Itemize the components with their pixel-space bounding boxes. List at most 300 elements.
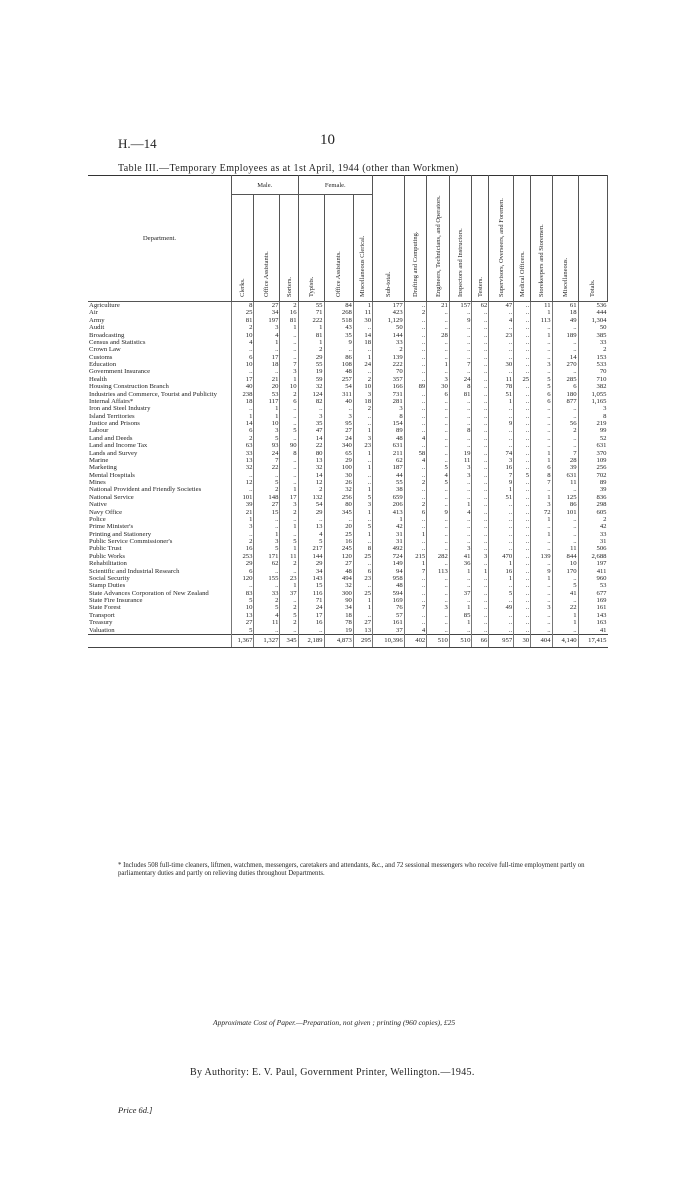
table-cell: .. [280, 516, 298, 523]
table-cell: 1 [531, 332, 552, 339]
table-cell: 101 [552, 509, 578, 516]
table-cell: 35 [324, 332, 353, 339]
table-cell: 16 [489, 464, 514, 471]
table-cell: 132 [298, 494, 324, 501]
table-cell: 9 [427, 509, 450, 516]
table-cell: .. [427, 523, 450, 530]
total-cell: 2,189 [298, 634, 324, 647]
table-cell: .. [514, 590, 531, 597]
table-cell: .. [514, 553, 531, 560]
table-cell: 34 [324, 604, 353, 611]
department-name: Internal Affairs* [89, 397, 134, 405]
header-medical: Medical Officers. [514, 176, 531, 302]
table-cell: .. [472, 361, 489, 368]
table-cell: 5 [353, 523, 372, 530]
table-cell: 3 [472, 553, 489, 560]
table-cell: 2 [231, 324, 254, 331]
table-cell: 7 [552, 450, 578, 457]
table-cell: 42 [373, 523, 405, 530]
table-cell: .. [324, 405, 353, 412]
table-cell: .. [449, 523, 472, 530]
table-cell: 6 [552, 383, 578, 390]
table-cell: 3 [353, 391, 372, 398]
table-cell: 55 [373, 479, 405, 486]
table-cell: 171 [254, 553, 280, 560]
table-cell: .. [514, 368, 531, 375]
table-cell: 27 [231, 619, 254, 626]
table-cell: .. [231, 368, 254, 375]
table-cell: 13 [298, 523, 324, 530]
table-cell: .. [514, 575, 531, 582]
table-cell: .. [531, 590, 552, 597]
table-cell: .. [489, 545, 514, 552]
table-cell: 1 [280, 486, 298, 493]
table-cell: 28 [552, 457, 578, 464]
department-name: Prime Minister's [89, 523, 134, 531]
table-cell: .. [472, 494, 489, 501]
table-cell: 6 [231, 427, 254, 434]
table-cell: 2 [280, 619, 298, 626]
document-code: H.—14 [118, 136, 157, 151]
table-cell: 270 [552, 361, 578, 368]
table-cell: .. [514, 619, 531, 626]
table-cell: 81 [298, 332, 324, 339]
table-cell: .. [472, 545, 489, 552]
table-cell: 27 [324, 560, 353, 567]
table-cell: 4 [231, 339, 254, 346]
table-cell: 113 [531, 317, 552, 324]
table-cell: 1 [353, 509, 372, 516]
table-cell: 31 [373, 538, 405, 545]
table-cell: 6 [531, 391, 552, 398]
table-cell: 340 [324, 442, 353, 449]
table-cell: .. [531, 523, 552, 530]
table-cell: 187 [373, 464, 405, 471]
table-cell: 40 [231, 383, 254, 390]
table-cell: .. [254, 627, 280, 635]
printer-authority: By Authority: E. V. Paul, Government Printer, Wellington.—1945. [190, 1067, 475, 1078]
table-row [88, 317, 608, 324]
table-cell: .. [472, 516, 489, 523]
header-sorters: Sorters. [280, 195, 298, 302]
table-cell: .. [552, 435, 578, 442]
table-cell: .. [404, 612, 427, 619]
table-cell: .. [531, 560, 552, 567]
table-cell: 25 [353, 553, 372, 560]
department-name: State Fire Insurance [89, 597, 143, 604]
table-cell: .. [427, 575, 450, 582]
table-cell: .. [449, 339, 472, 346]
table-cell: 161 [578, 604, 607, 611]
table-cell: 1 [531, 457, 552, 464]
table-cell: .. [472, 398, 489, 405]
table-cell: .. [449, 309, 472, 316]
table-cell: 282 [427, 553, 450, 560]
table-cell: .. [280, 627, 298, 635]
table-cell: .. [514, 420, 531, 427]
table-cell: .. [472, 509, 489, 516]
table-cell: .. [489, 324, 514, 331]
table-cell: 3 [427, 604, 450, 611]
table-cell: 109 [578, 457, 607, 464]
table-cell: 10 [231, 604, 254, 611]
table-cell: 143 [578, 612, 607, 619]
table-cell: 2 [280, 509, 298, 516]
table-cell: 80 [324, 501, 353, 508]
total-cell: 1,327 [254, 634, 280, 647]
table-cell: 37 [449, 590, 472, 597]
table-cell: .. [514, 442, 531, 449]
table-cell: 506 [578, 545, 607, 552]
table-cell: .. [472, 612, 489, 619]
table-cell: .. [449, 597, 472, 604]
table-cell: 54 [298, 501, 324, 508]
total-cell: 957 [489, 634, 514, 647]
table-cell: .. [472, 309, 489, 316]
table-cell: .. [404, 472, 427, 479]
header-clerks: Clerks. [231, 195, 254, 302]
table-cell: 1 [531, 309, 552, 316]
table-cell: .. [427, 427, 450, 434]
table-cell: 24 [254, 450, 280, 457]
table-cell: .. [531, 420, 552, 427]
table-cell: 2 [552, 427, 578, 434]
table-row [88, 568, 608, 575]
table-cell: 29 [298, 354, 324, 361]
table-cell: 24 [353, 361, 372, 368]
table-row [88, 494, 608, 501]
table-cell: 536 [578, 302, 607, 310]
table-cell: 120 [324, 553, 353, 560]
table-cell: .. [472, 339, 489, 346]
table-cell: 25 [324, 531, 353, 538]
table-cell: 33 [231, 450, 254, 457]
table-cell: 3 [578, 405, 607, 412]
table-cell: .. [427, 531, 450, 538]
table-cell: .. [514, 568, 531, 575]
table-cell: 5 [353, 494, 372, 501]
table-cell: 84 [324, 302, 353, 310]
table-cell: 2 [280, 604, 298, 611]
table-cell: 677 [578, 590, 607, 597]
table-cell: 1,304 [578, 317, 607, 324]
table-body [88, 302, 608, 648]
table-cell: 222 [373, 361, 405, 368]
table-cell: 85 [449, 612, 472, 619]
table-cell: 1 [353, 597, 372, 604]
table-cell: 22 [298, 442, 324, 449]
table-cell: 43 [324, 324, 353, 331]
total-cell: 4,140 [552, 634, 578, 647]
table-cell: .. [514, 309, 531, 316]
header-typists: Typists. [298, 195, 324, 302]
table-row [88, 509, 608, 516]
table-cell: .. [514, 486, 531, 493]
table-cell: 518 [324, 317, 353, 324]
table-cell: 370 [578, 450, 607, 457]
table-cell: 4 [254, 332, 280, 339]
header-miscellaneous: Miscellaneous. [552, 176, 578, 302]
table-cell: .. [404, 324, 427, 331]
table-cell: .. [427, 516, 450, 523]
table-title: Table III.—Temporary Employees as at 1st April, 1944 (other than Workmen) [118, 163, 459, 174]
table-cell: .. [514, 538, 531, 545]
table-cell: .. [514, 450, 531, 457]
table-cell: .. [449, 479, 472, 486]
table-cell: .. [353, 457, 372, 464]
table-cell: .. [552, 627, 578, 635]
table-cell: 1 [531, 531, 552, 538]
table-cell: 48 [373, 435, 405, 442]
table-cell: 41 [578, 627, 607, 635]
table-cell: .. [449, 405, 472, 412]
table-cell: .. [427, 486, 450, 493]
table-cell: .. [531, 486, 552, 493]
table-cell: .. [514, 560, 531, 567]
table-cell: 24 [324, 435, 353, 442]
table-cell: 54 [324, 383, 353, 390]
table-cell: 65 [324, 450, 353, 457]
table-cell: 1 [254, 339, 280, 346]
table-cell: .. [514, 405, 531, 412]
table-cell: .. [472, 442, 489, 449]
table-cell: 29 [298, 560, 324, 567]
department-name: Social Security [89, 574, 130, 582]
table-cell: 1 [353, 604, 372, 611]
table-cell: 116 [298, 590, 324, 597]
header-department: Department. [88, 176, 231, 302]
table-cell: .. [280, 435, 298, 442]
table-cell: 61 [552, 302, 578, 310]
totals-label-cell [88, 634, 231, 647]
table-cell: 177 [373, 302, 405, 310]
table-cell: 4 [404, 435, 427, 442]
table-cell: 72 [531, 509, 552, 516]
table-cell: 1 [280, 324, 298, 331]
table-cell: 39 [231, 501, 254, 508]
table-cell: 39 [578, 486, 607, 493]
table-cell: .. [353, 368, 372, 375]
table-cell: 2 [404, 501, 427, 508]
table-cell: 3 [531, 604, 552, 611]
table-cell: .. [427, 545, 450, 552]
table-cell: 1 [353, 531, 372, 538]
table-cell: .. [449, 538, 472, 545]
department-name: Army [89, 316, 105, 324]
table-cell: 5 [254, 545, 280, 552]
table-cell: 180 [552, 391, 578, 398]
table-cell: 1 [280, 545, 298, 552]
table-row [88, 383, 608, 390]
table-cell: .. [280, 531, 298, 538]
table-cell: .. [254, 523, 280, 530]
table-cell: 6 [353, 568, 372, 575]
table-cell: .. [449, 346, 472, 353]
table-row [88, 545, 608, 552]
table-cell: 37 [280, 590, 298, 597]
employees-table [88, 175, 608, 648]
table-cell: .. [427, 405, 450, 412]
table-cell: 58 [404, 450, 427, 457]
table-cell: 16 [324, 538, 353, 545]
table-cell: 32 [298, 464, 324, 471]
table-cell: 14 [298, 435, 324, 442]
table-cell: 10 [552, 560, 578, 567]
table-cell: .. [514, 523, 531, 530]
table-cell: .. [298, 627, 324, 635]
table-cell: 17 [231, 376, 254, 383]
table-cell: 285 [552, 376, 578, 383]
table-cell: 958 [373, 575, 405, 582]
table-cell: 4 [404, 457, 427, 464]
table-cell: .. [514, 383, 531, 390]
table-cell: 16 [489, 568, 514, 575]
table-cell: .. [472, 523, 489, 530]
table-row [88, 450, 608, 457]
table-cell: 7 [404, 568, 427, 575]
table-cell: 18 [254, 361, 280, 368]
table-cell: .. [489, 582, 514, 589]
table-cell: 32 [231, 464, 254, 471]
table-cell: .. [280, 568, 298, 575]
table-cell: 81 [231, 317, 254, 324]
table-cell: 30 [427, 383, 450, 390]
table-cell: .. [552, 575, 578, 582]
header-inspectors: Inspectors and Instructors. [449, 176, 472, 302]
table-cell: 48 [373, 582, 405, 589]
table-cell: .. [489, 413, 514, 420]
table-cell: 17 [298, 612, 324, 619]
table-cell: .. [472, 450, 489, 457]
table-cell: 1 [353, 450, 372, 457]
table-cell: 5 [298, 538, 324, 545]
table-cell: 25 [231, 309, 254, 316]
total-cell: 10,396 [373, 634, 405, 647]
table-cell: .. [472, 486, 489, 493]
table-cell: 23 [489, 332, 514, 339]
table-cell: 245 [324, 545, 353, 552]
table-cell: 6 [231, 354, 254, 361]
table-cell: 1 [353, 302, 372, 310]
table-cell: .. [514, 501, 531, 508]
footnote: * Includes 508 full-time cleaners, liftmen, watchmen, messengers, caretakers and attendants, &c., and 72 sessional messengers who receive full-time employment partly on parliamentary duties and partly on relieving duties throughout Departments. [118, 862, 585, 877]
table-cell: .. [489, 516, 514, 523]
department-name: Iron and Steel Industry [89, 405, 151, 413]
department-name: Audit [89, 324, 105, 332]
total-cell: 510 [449, 634, 472, 647]
total-cell: 30 [514, 634, 531, 647]
table-cell: 844 [552, 553, 578, 560]
table-cell: .. [280, 420, 298, 427]
header-engineers: Engineers, Technicians, and Operators. [427, 176, 450, 302]
table-row [88, 501, 608, 508]
table-cell: 222 [298, 317, 324, 324]
table-cell: 3 [531, 501, 552, 508]
table-cell: 197 [254, 317, 280, 324]
table-cell: .. [231, 486, 254, 493]
table-cell: .. [514, 317, 531, 324]
table-cell: 3 [231, 523, 254, 530]
table-cell: 2 [280, 302, 298, 310]
table-cell: .. [427, 450, 450, 457]
table-cell: 2 [353, 405, 372, 412]
table-cell: 1 [280, 376, 298, 383]
table-cell: 108 [324, 361, 353, 368]
table-cell: .. [472, 457, 489, 464]
table-cell: .. [280, 332, 298, 339]
table-cell: .. [552, 531, 578, 538]
table-cell: .. [449, 354, 472, 361]
table-row [88, 324, 608, 331]
table-cell: .. [489, 339, 514, 346]
table-cell: 51 [489, 494, 514, 501]
table-cell: .. [427, 619, 450, 626]
table-cell: 18 [552, 309, 578, 316]
table-cell: 8 [578, 413, 607, 420]
department-name: Justice and Prisons [89, 420, 140, 427]
table-cell: .. [472, 383, 489, 390]
table-cell: 35 [298, 420, 324, 427]
table-cell: .. [514, 612, 531, 619]
table-row [88, 479, 608, 486]
department-name: Industries and Commerce, Tourist and Publicity [89, 390, 217, 398]
table-cell: .. [514, 398, 531, 405]
table-cell: 70 [578, 368, 607, 375]
table-cell: .. [404, 516, 427, 523]
table-cell: .. [489, 501, 514, 508]
department-name: Mines [89, 479, 106, 486]
table-cell: .. [404, 405, 427, 412]
table-cell: 2 [404, 479, 427, 486]
table-cell: .. [472, 627, 489, 635]
table-cell: 4 [449, 509, 472, 516]
table-cell: .. [449, 332, 472, 339]
table-row [88, 332, 608, 339]
table-cell: 10 [231, 361, 254, 368]
table-cell: 78 [489, 383, 514, 390]
table-cell: 29 [298, 509, 324, 516]
table-row [88, 398, 608, 405]
table-cell: .. [514, 464, 531, 471]
table-cell: 1,055 [578, 391, 607, 398]
table-cell: .. [514, 604, 531, 611]
table-cell: 13 [298, 457, 324, 464]
table-cell: 94 [373, 568, 405, 575]
table-cell: 3 [353, 435, 372, 442]
table-cell: .. [472, 590, 489, 597]
table-cell: .. [472, 575, 489, 582]
table-cell: 169 [578, 597, 607, 604]
table-cell: 6 [531, 398, 552, 405]
table-cell: 27 [353, 619, 372, 626]
table-cell: 14 [353, 332, 372, 339]
table-cell: 2 [373, 346, 405, 353]
table-cell: .. [427, 582, 450, 589]
table-cell: 9 [489, 479, 514, 486]
table-cell: 256 [324, 494, 353, 501]
table-cell: 2 [254, 486, 280, 493]
table-cell: 144 [373, 332, 405, 339]
table-cell: 14 [552, 354, 578, 361]
table-cell: .. [404, 494, 427, 501]
table-cell: 3 [324, 413, 353, 420]
table-cell: .. [449, 368, 472, 375]
table-cell: .. [472, 413, 489, 420]
department-name: Scientific and Industrial Research [89, 567, 180, 575]
table-cell: .. [254, 568, 280, 575]
table-cell: 3 [353, 501, 372, 508]
department-name: Broadcasting [89, 331, 125, 339]
